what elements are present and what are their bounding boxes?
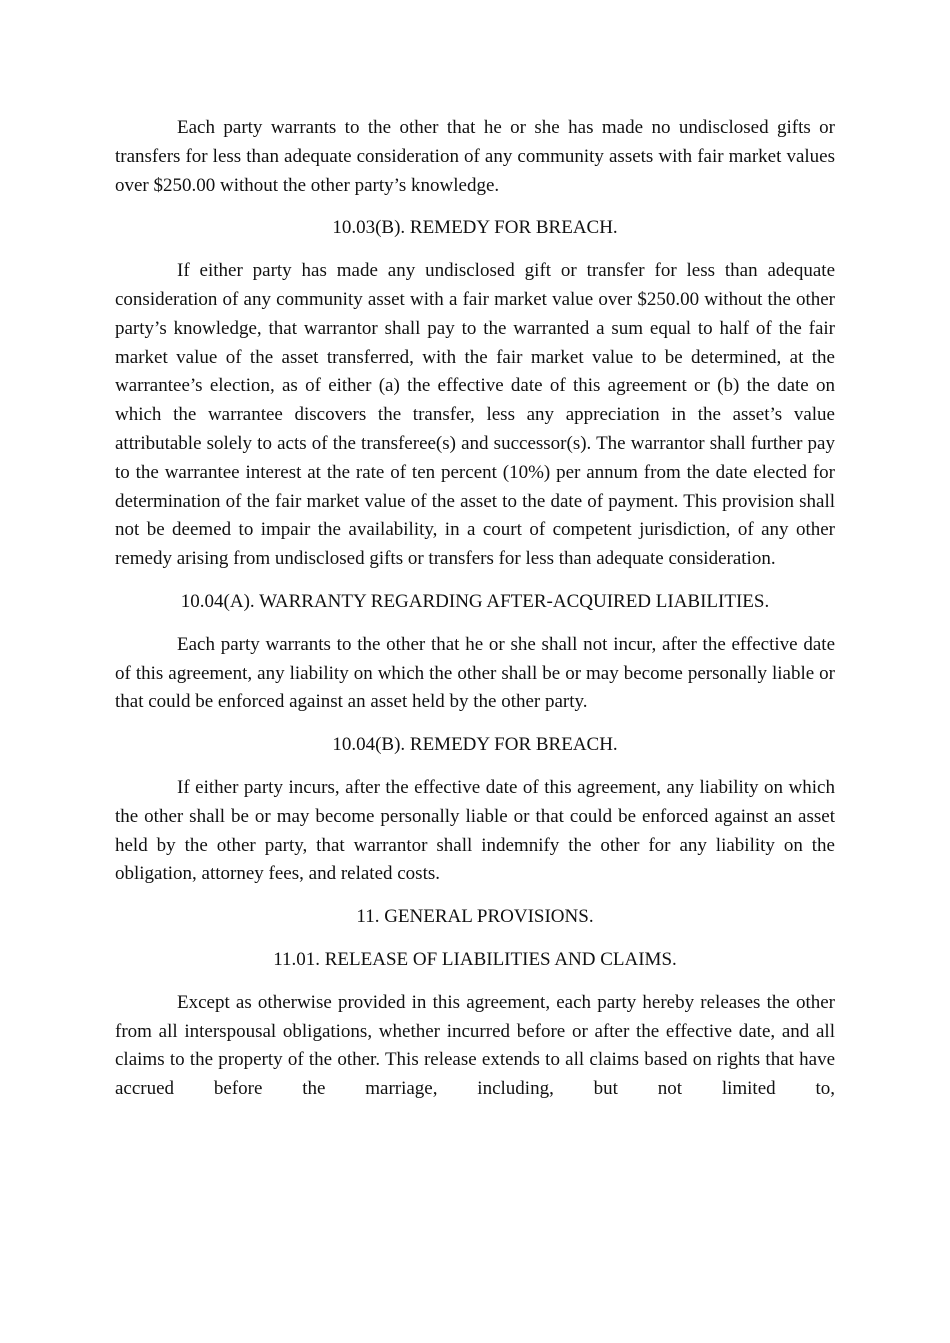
heading-10-04a-after-acquired-liabilities: 10.04(A). WARRANTY REGARDING AFTER-ACQUIRED LIABILITIES. — [180, 590, 770, 612]
paragraph-release-of-claims: Except as otherwise provided in this agreement, each party hereby releases the other from all interspousal obligations, whether incurred before or after the effective date, and all claims to the property of the other. This release extends to all claims based on rights that have accrued before the marriage, including, but not limited to, — [115, 991, 835, 1100]
heading-11-01-release-of-liabilities: 11.01. RELEASE OF LIABILITIES AND CLAIMS. — [273, 948, 677, 970]
document-page — [115, 114, 835, 1118]
paragraph-undisclosed-gifts-warranty: Each party warrants to the other that he or she has made no undisclosed gifts or transfers for less than adequate consideration of any community assets with fair market values over $250.00 without the other party’s knowledge. — [115, 117, 835, 196]
heading-11-general-provisions: 11. GENERAL PROVISIONS. — [356, 906, 594, 928]
paragraph-remedy-undisclosed-gift: If either party has made any undisclosed gift or transfer for less than adequate consideration of any community asset with a fair market value over $250.00 without the other party’s knowledge, that warrantor shall pay to the warranted a sum equal to half of the fair market value of the asset transferred, with the fair market value to be determined, at the warrantee’s election, as of either (a) the effective date of this agreement or (b) the date on which the warrantee discovers the transfer, less any appreciation in the asset’s value attributable solely to acts of the transferee(s) and successor(s). The warrantor shall further pay to the warrantee interest at the rate of ten percent (10%) per annum from the date elected for determination of the fair market value of the asset to the date of payment. This provision shall not be deemed to impair the availability, in a court of competent jurisdiction, of any other remedy arising from undisclosed gifts or transfers for less than adequate consideration. — [115, 260, 835, 570]
heading-10-03b-remedy-for-breach: 10.03(B). REMEDY FOR BREACH. — [332, 217, 618, 239]
heading-10-04b-remedy-for-breach: 10.04(B). REMEDY FOR BREACH. — [332, 734, 618, 756]
paragraph-remedy-liability-indemnify: If either party incurs, after the effective date of this agreement, any liability on which the other shall be or may become personally liable or that could be enforced against an asset held by the other party, that warrantor shall indemnify the other for any liability on the obligation, attorney fees, and related costs. — [115, 776, 835, 885]
paragraph-after-acquired-liabilities-warranty: Each party warrants to the other that he or she shall not incur, after the effective date of this agreement, any liability on which the other shall be or may become personally liable or that could be enforced against an asset held by the other party. — [115, 633, 835, 713]
